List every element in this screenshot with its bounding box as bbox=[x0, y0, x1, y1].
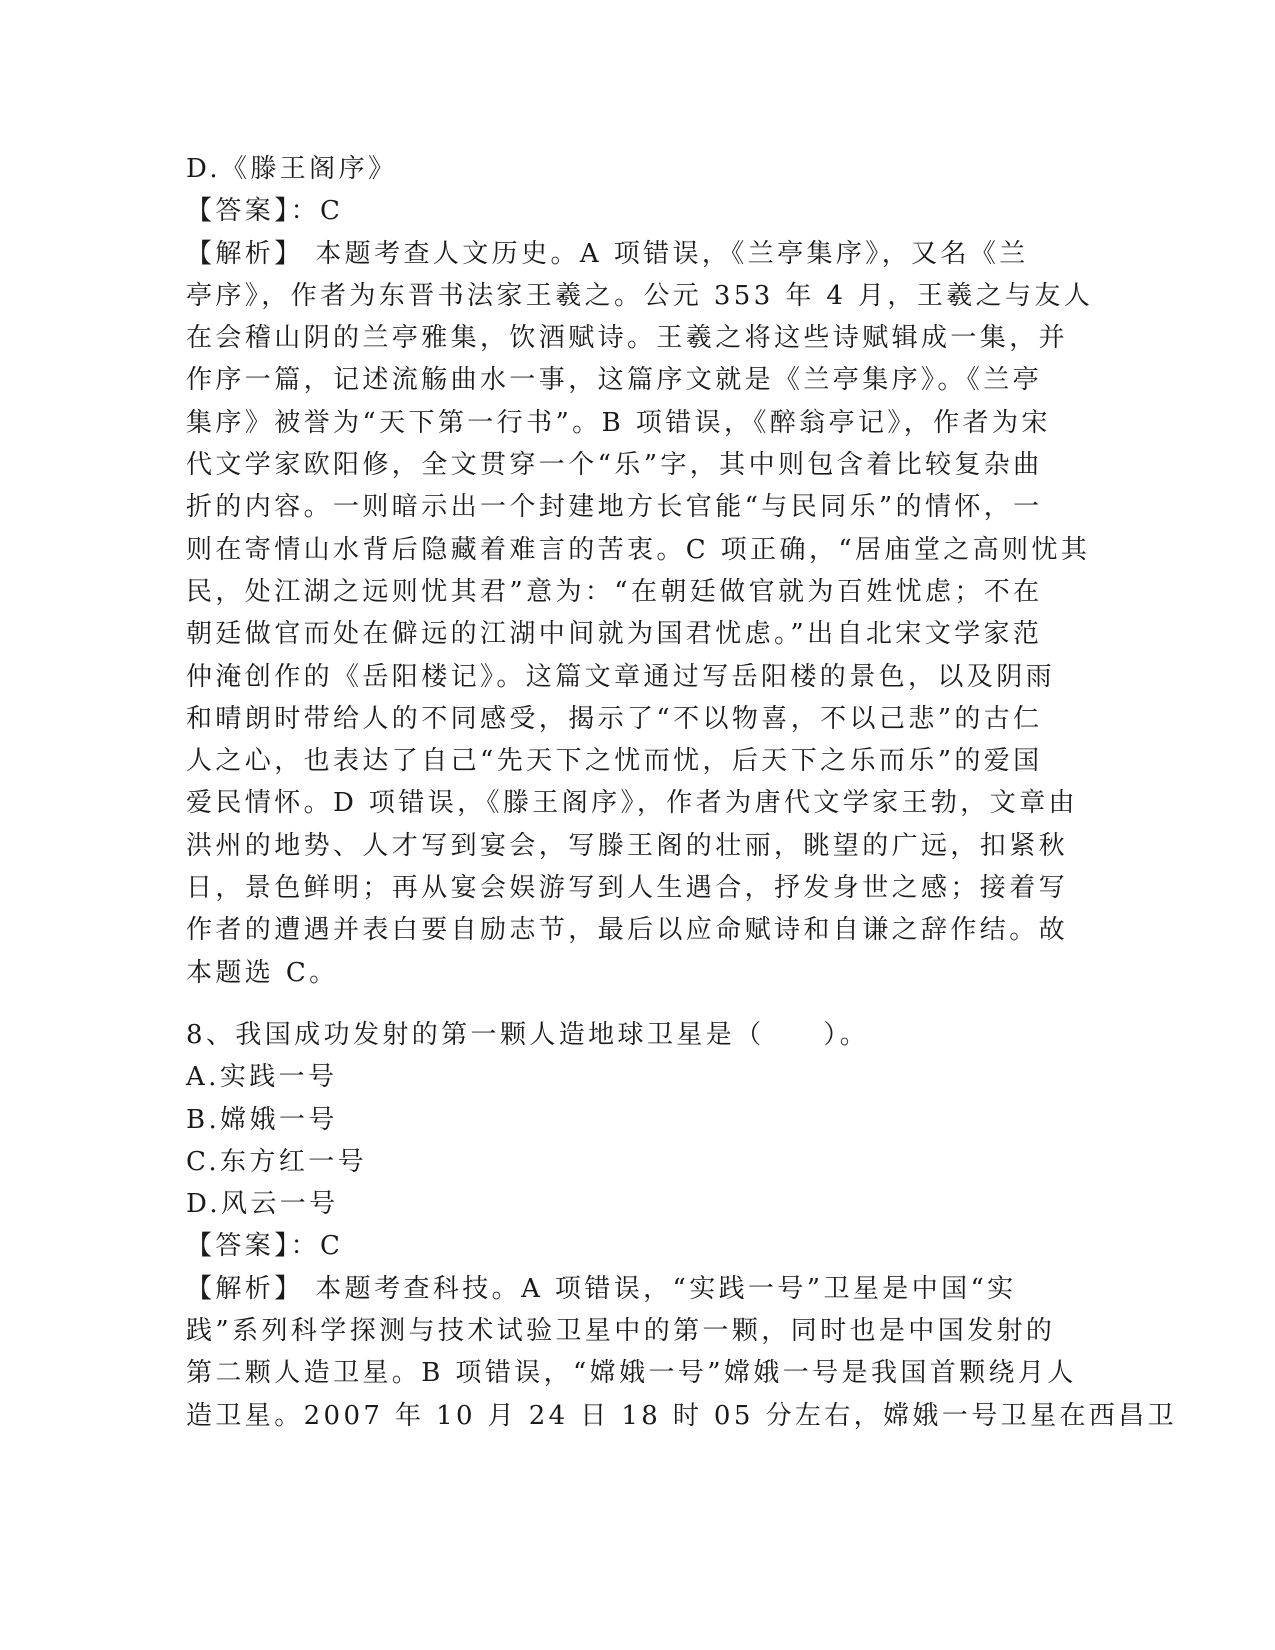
q7-analysis-line: 日，景色鲜明；再从宴会娱游写到人生遇合，抒发身世之感；接着写 bbox=[186, 873, 1069, 904]
q7-analysis-line: 朝廷做官而处在僻远的江湖中间就为国君忧虑。”出自北宋文学家范 bbox=[186, 619, 1043, 650]
q8-option-b: B.嫦娥一号 bbox=[186, 1104, 338, 1135]
q7-analysis-line: 作者的遭遇并表白要自励志节，最后以应命赋诗和自谦之辞作结。故 bbox=[186, 915, 1069, 946]
q7-analysis-line: 仲淹创作的《岳阳楼记》。这篇文章通过写岳阳楼的景色，以及阴雨 bbox=[186, 661, 1056, 692]
q7-analysis-line: 折的内容。一则暗示出一个封建地方长官能“与民同乐”的情怀，一 bbox=[186, 492, 1043, 523]
q7-analysis-line: 人之心，也表达了自己“先天下之忧而忧，后天下之乐而乐”的爱国 bbox=[186, 746, 1043, 777]
q8-stem: 8、我国成功发射的第一颗人造地球卫星是（ ）。 bbox=[186, 1019, 870, 1050]
q8-option-a: A.实践一号 bbox=[186, 1062, 338, 1093]
q8-analysis-line: 【解析】 本题考查科技。A 项错误，“实践一号”卫星是中国“实 bbox=[186, 1273, 1017, 1304]
q7-analysis-line: 代文学家欧阳修，全文贯穿一个“乐”字，其中则包含着比较复杂曲 bbox=[186, 450, 1043, 481]
q8-analysis-line: 造卫星。2007 年 10 月 24 日 18 时 05 分左右，嫦娥一号卫星在西昌卫 bbox=[186, 1400, 1178, 1431]
q8-analysis bbox=[186, 1268, 1178, 1437]
q7-analysis-line: 和晴朗时带给人的不同感受，揭示了“不以物喜，不以己悲”的古仁 bbox=[186, 703, 1043, 734]
q7-analysis-line: 则在寄情山水背后隐藏着难言的苦衷。C 项正确，“居庙堂之高则忧其 bbox=[186, 534, 1091, 565]
q7-analysis-line: 在会稽山阴的兰亭雅集，饮酒赋诗。王羲之将这些诗赋辑成一集，并 bbox=[186, 323, 1069, 354]
q7-analysis-line: 作序一篇，记述流觞曲水一事，这篇序文就是《兰亭集序》。《兰亭 bbox=[186, 365, 1043, 396]
q7-analysis-line: 集序》被誉为“天下第一行书”。B 项错误，《醉翁亭记》，作者为宋 bbox=[186, 407, 1051, 438]
q7-analysis-line: 亭序》，作者为东晋书法家王羲之。公元 353 年 4 月，王羲之与友人 bbox=[186, 280, 1094, 311]
q7-analysis-line: 爱民情怀。D 项错误，《滕王阁序》，作者为唐代文学家王勃，文章由 bbox=[186, 788, 1078, 819]
q8-option-c: C.东方红一号 bbox=[186, 1146, 368, 1177]
q7-analysis bbox=[186, 233, 1094, 994]
q7-option-d: D.《滕王阁序》 bbox=[186, 154, 398, 184]
q8-option-d: D.风云一号 bbox=[186, 1189, 339, 1220]
q8-analysis-line: 第二颗人造卫星。B 项错误，“嫦娥一号”嫦娥一号是我国首颗绕月人 bbox=[186, 1358, 1077, 1389]
q7-answer: 【答案】：C bbox=[186, 196, 344, 227]
q7-analysis-line: 民，处江湖之远则忧其君”意为：“在朝廷做官就为百姓忧虑；不在 bbox=[186, 576, 1043, 607]
q7-analysis-line: 本题选 C。 bbox=[186, 957, 339, 988]
document-body bbox=[186, 148, 1178, 1437]
q8-analysis-line: 践”系列科学探测与技术试验卫星中的第一颗，同时也是中国发射的 bbox=[186, 1316, 1056, 1347]
q7-analysis-line: 【解析】 本题考查人文历史。A 项错误，《兰亭集序》，又名《兰 bbox=[186, 238, 1029, 269]
section-gap bbox=[186, 994, 1066, 1014]
q8-answer: 【答案】：C bbox=[186, 1231, 344, 1262]
q7-analysis-line: 洪州的地势、人才写到宴会，写滕王阁的壮丽，眺望的广远，扣紧秋 bbox=[186, 830, 1069, 861]
